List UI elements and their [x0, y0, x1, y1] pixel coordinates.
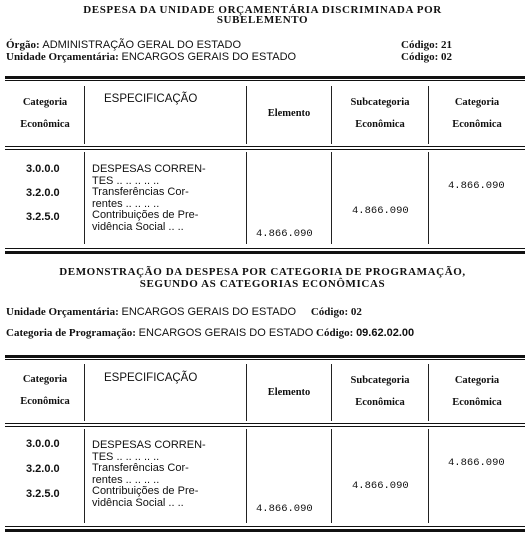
t2-elemento-value: 4.866.090: [256, 503, 313, 515]
t2-code: 3.0.0.0: [26, 438, 60, 450]
t2-header-subcategoria: [332, 370, 428, 414]
t2-spec-line: vidência Social .. ..: [92, 496, 184, 509]
table2-divider: [331, 429, 332, 523]
unidade-code-label: Código:: [401, 51, 439, 63]
s2-unidade-value: ENCARGOS GERAIS DO ESTADO: [121, 306, 297, 318]
s2-unidade-code-label: Código:: [310, 306, 349, 318]
t1-header-categoria: [5, 92, 85, 136]
t1-code: 3.0.0.0: [26, 163, 60, 175]
t2-code: 3.2.5.0: [26, 488, 60, 500]
table1-divider: [428, 152, 429, 244]
t1-header-especificacao: ESPECIFICAÇÃO: [104, 93, 198, 105]
orgao-code-label: Código:: [401, 39, 439, 51]
unidade-label: Unidade Orçamentária:: [6, 51, 119, 63]
t1-spec-line: Transferências Cor-: [92, 186, 189, 198]
unidade-line: [6, 51, 296, 63]
table1-bottom-rule: [5, 251, 525, 254]
t2-spec-line: TES .. .. .. .. ..: [92, 450, 160, 463]
t1-header-categoria2-line1: Categoria: [454, 97, 500, 108]
t1-spec-line: Contribuições de Pre-: [92, 209, 199, 221]
s2-unidade-line: [6, 306, 362, 318]
orgao-code-value: 21: [441, 39, 453, 51]
t1-header-subcategoria-line2: Econômica: [355, 119, 405, 130]
s2-unidade-label: Unidade Orçamentária:: [6, 306, 119, 318]
s2-categoria-value: ENCARGOS GERAIS DO ESTADO: [138, 327, 314, 339]
t1-header-elemento: Elemento: [267, 108, 311, 119]
t1-elemento-value: 4.866.090: [256, 228, 313, 240]
t2-spec-line: Transferências Cor-: [92, 462, 189, 474]
orgao-line: [6, 39, 241, 51]
t1-header-subcategoria-line1: Subcategoria: [350, 97, 410, 108]
table1-top-rule: [5, 76, 525, 79]
table2-bottom-rule-thin: [5, 526, 525, 527]
t2-spec-line: DESPESAS CORREN-: [92, 439, 206, 451]
t2-code: 3.2.0.0: [26, 463, 60, 475]
table1-divider: [246, 152, 247, 244]
table1-divider: [84, 152, 85, 244]
s2-categoria-code-label: Código:: [316, 327, 354, 339]
t2-spec-line: rentes .. .. .. ..: [92, 473, 160, 486]
s2-unidade-code: 02: [350, 306, 362, 318]
table2-header-rule: [5, 423, 525, 424]
table2-divider: [246, 429, 247, 523]
t2-spec-line: Contribuições de Pre-: [92, 485, 199, 497]
t2-header-categoria-line1: Categoria: [22, 374, 68, 385]
t1-header-categoria-line1: Categoria: [22, 97, 68, 108]
t1-header-categoria2-line2: Econômica: [452, 119, 502, 130]
orgao-label: Órgão:: [6, 39, 40, 51]
t1-header-subcategoria: [332, 92, 428, 136]
section2-title-line2: SEGUNDO AS CATEGORIAS ECONÔMICAS: [139, 278, 386, 290]
table2-divider: [428, 429, 429, 523]
t2-header-categoria-2: [429, 370, 525, 414]
table1-header-rule-2: [5, 149, 525, 150]
t1-spec-line: DESPESAS CORREN-: [92, 163, 206, 175]
t2-header-categoria-line2: Econômica: [20, 396, 70, 407]
t2-header-subcategoria-line1: Subcategoria: [350, 375, 410, 386]
orgao-code: [401, 39, 452, 51]
t1-spec-line: vidência Social .. ..: [92, 220, 184, 233]
t2-header-categoria2-line2: Econômica: [452, 397, 502, 408]
t1-code: 3.2.0.0: [26, 187, 60, 199]
table1-divider: [331, 152, 332, 244]
t1-code: 3.2.5.0: [26, 211, 60, 223]
t1-header-categoria-line2: Econômica: [20, 119, 70, 130]
table2-header-rule-2: [5, 426, 525, 427]
t2-header-categoria: [5, 369, 85, 413]
unidade-code-value: 02: [441, 51, 453, 63]
section1-title-line1: DESPESA DA UNIDADE ORÇAMENTÁRIA DISCRIMINADA POR: [83, 4, 442, 16]
table2-divider: [84, 429, 85, 523]
unidade-code: [401, 51, 452, 63]
table2-bottom-rule: [5, 529, 525, 532]
t2-header-elemento: Elemento: [267, 387, 311, 398]
table2-top-rule-thin: [5, 359, 525, 360]
t2-header-categoria2-line1: Categoria: [454, 375, 500, 386]
t1-spec-line: rentes .. .. .. ..: [92, 197, 160, 210]
t1-header-categoria-2: [429, 92, 525, 136]
t2-header-especificacao: ESPECIFICAÇÃO: [104, 372, 198, 384]
t1-subcategoria-value: 4.866.090: [352, 205, 409, 217]
t1-spec: [92, 164, 234, 233]
t2-spec: [92, 440, 234, 509]
t1-categoria-value: 4.866.090: [448, 180, 505, 192]
unidade-value: ENCARGOS GERAIS DO ESTADO: [121, 51, 297, 63]
orgao-value: ADMINISTRAÇÃO GERAL DO ESTADO: [42, 39, 241, 51]
table1-bottom-rule-thin: [5, 248, 525, 249]
table1-header-rule: [5, 146, 525, 147]
s2-categoria-line: [6, 327, 414, 339]
s2-categoria-code: 09.62.02.00: [356, 327, 415, 339]
s2-categoria-label: Categoria de Programação:: [6, 327, 136, 339]
t2-subcategoria-value: 4.866.090: [352, 480, 409, 492]
t2-categoria-value: 4.866.090: [448, 457, 505, 469]
t2-header-subcategoria-line2: Econômica: [355, 397, 405, 408]
table2-top-rule: [5, 355, 525, 358]
section1-title-line2: SUBELEMENTO: [216, 14, 309, 26]
section2-title-line1: DEMONSTRAÇÃO DA DESPESA POR CATEGORIA DE PROGRAMAÇÃO,: [59, 266, 466, 278]
t1-spec-line: TES .. .. .. .. ..: [92, 174, 160, 187]
table1-top-rule-thin: [5, 80, 525, 81]
